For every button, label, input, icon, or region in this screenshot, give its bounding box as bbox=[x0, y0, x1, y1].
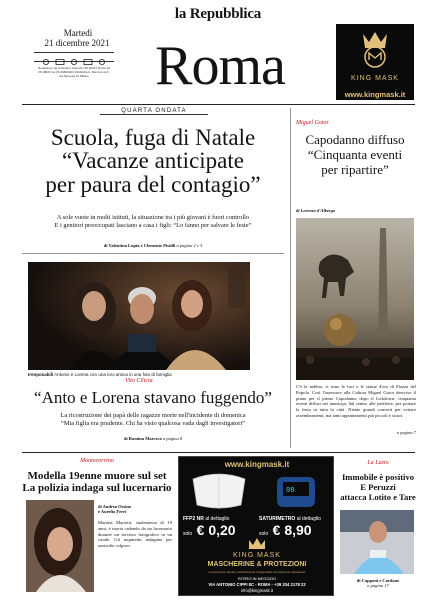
model-headline-line-2: La polizia indaga sul lucernario bbox=[22, 482, 172, 494]
bottom-crown-icon bbox=[247, 537, 267, 551]
imprint-text: Redazione via Cristoforo Colombo 90 00147 Roma tel 06 49821 fax 06 49822923 Pubblicità A. Manzoni & C. via Nervesa 21 Milano bbox=[38, 66, 110, 78]
lead-standfirst bbox=[22, 214, 284, 230]
lazio-headline-line-1: Immobile è positivo bbox=[341, 472, 415, 482]
crash-caption-text: Antonio e Lorena con una loro amica in una foto di famiglia bbox=[54, 372, 172, 377]
lead-standfirst-line-2: E i genitori preoccupati lasciano a casa i figli: “Lo fanno per salvare le feste” bbox=[54, 222, 252, 229]
day-label: Martedì bbox=[63, 28, 93, 38]
ffp2-note: al dettaglio bbox=[205, 516, 230, 522]
top-ad-url[interactable]: www.kingmask.it bbox=[344, 90, 406, 99]
newspaper-name: la Repubblica bbox=[174, 6, 262, 22]
model-photo-image bbox=[26, 500, 94, 592]
model-byline-line-1: di Andrea Ossino bbox=[98, 504, 132, 509]
oximeter-note: al dettaglio bbox=[296, 516, 321, 522]
model-headline-line-1: Modella 19enne muore sul set bbox=[27, 470, 167, 482]
lazio-photo bbox=[340, 510, 414, 574]
model-photo bbox=[26, 500, 94, 592]
date-label: 21 dicembre 2021 bbox=[44, 38, 110, 48]
crash-photo bbox=[28, 262, 250, 370]
bottom-ad-url[interactable]: www.kingmask.it bbox=[224, 460, 290, 469]
crash-standfirst-line-1: La ricostruzione dei papà delle ragazze morte nell'incidente di domenica bbox=[60, 412, 246, 419]
ffp2-label: FFP2 NR bbox=[183, 516, 204, 522]
bottom-band-rule bbox=[22, 452, 415, 453]
model-headline bbox=[22, 470, 172, 494]
lead-headline bbox=[22, 126, 284, 196]
lead-standfirst-line-1: A sole vuote in molti istituti, la situazione tra i più giovani è fuori controllo bbox=[56, 214, 250, 221]
crown-logo-icon bbox=[336, 24, 414, 70]
top-ad-brand: KING MASK bbox=[351, 75, 399, 82]
lazio-byline-authors: di Capponi e Cardone bbox=[356, 578, 400, 583]
crash-photo-image bbox=[28, 262, 250, 370]
piazza-photo bbox=[296, 218, 414, 380]
ffp2-product[interactable] bbox=[183, 471, 255, 537]
bottom-ad-tagline: MASCHERINE & PROTEZIONI bbox=[207, 561, 307, 568]
lead-divider bbox=[22, 253, 284, 254]
crash-caption-label: Ireoposabili bbox=[28, 372, 54, 377]
lazio-byline-page: a pagina 17 bbox=[367, 583, 389, 588]
svg-text:98: 98 bbox=[286, 487, 295, 495]
oximeter-product[interactable] bbox=[259, 471, 331, 537]
right-body-text: C'è la nebbia, ci sono le luci e le statue d'oro di Piazza del Popolo. Così l'assessore alla Cultura Miguel Gotor descrive il piano per il primo Capodanno dopo il lockdown: cinquanta eventi diffusi nei municipi, dal centro alle periferie, per portare la festa in tutta la città. Niente grandi concerti per evitare assembramenti, ma tanti appuntamenti più piccoli e sicuri. bbox=[296, 384, 416, 418]
bottom-ad-email[interactable]: info@kingmask.it bbox=[241, 588, 273, 593]
lead-headline-line-2: “Vacanze anticipate bbox=[62, 148, 244, 174]
ffp2-price-prefix: solo bbox=[183, 531, 193, 537]
oximeter-price-prefix: solo bbox=[259, 531, 269, 537]
model-byline-line-2: e Aurelio Ferri bbox=[98, 509, 127, 514]
crash-standfirst-line-2: “Mia figlia era prudente. Chi ha visto qualcosa vada dagli investigatori” bbox=[60, 420, 246, 427]
right-page-ref: a pagina 7 bbox=[396, 430, 416, 435]
right-headline-line-3: per ripartire” bbox=[321, 162, 389, 177]
crash-standfirst bbox=[22, 412, 284, 428]
lazio-headline-line-3: attacca Lotito e Tare bbox=[340, 492, 416, 502]
right-headline-line-2: “Cinquanta eventi bbox=[307, 147, 403, 162]
lazio-kicker: La Lazio bbox=[367, 460, 389, 466]
right-body bbox=[296, 384, 416, 419]
crash-byline-page: a pagina 8 bbox=[162, 436, 183, 441]
lazio-photo-image bbox=[340, 510, 414, 574]
piazza-photo-image bbox=[296, 218, 414, 380]
masthead-rule bbox=[22, 104, 415, 105]
publisher-logos bbox=[34, 52, 114, 62]
crash-kicker: Vito Cilicia bbox=[125, 378, 153, 384]
model-kicker: Montecorvino bbox=[80, 458, 114, 464]
crash-byline bbox=[22, 436, 284, 441]
bottom-ad-small-note: Importazione diretta e distribuzione di dispositivi di protezione individuale bbox=[208, 570, 306, 574]
publisher-logo-icon bbox=[34, 58, 114, 66]
right-byline: di Lorenzo d'Albergo bbox=[296, 208, 336, 213]
lead-headline-line-3: per paura del contagio” bbox=[45, 171, 261, 197]
right-headline bbox=[294, 132, 416, 177]
bottom-ad-shop-note: RITIRO IN NEGOZIO bbox=[237, 576, 277, 581]
ffp2-mask-icon bbox=[183, 471, 255, 511]
column-rule bbox=[290, 108, 291, 448]
model-body bbox=[98, 520, 172, 592]
oximeter-price: € 8,90 bbox=[272, 522, 312, 538]
bottom-ad-address: VIA ANTONIO CIPPI 8C - ROMA - +39 334 2178 22 bbox=[208, 582, 306, 587]
crash-headline: “Anto e Lorena stavano fuggendo” bbox=[34, 388, 272, 407]
oximeter-label: SATURIMETRO bbox=[259, 516, 296, 522]
bottom-kingmask-ad[interactable] bbox=[178, 456, 334, 596]
lead-byline-page: a pagina 2 e 3 bbox=[176, 243, 203, 248]
lazio-headline-line-2: E Peruzzi bbox=[360, 482, 396, 492]
model-body-text: Martina Mariotti, studentessa di 19 anni, è morta cadendo da un lucernario durante un servizio fotografico in un casale. Gli inquirenti indagano per omicidio colposo. bbox=[98, 520, 172, 549]
top-kingmask-ad[interactable] bbox=[336, 24, 414, 100]
right-headline-line-1: Capodanno diffuso bbox=[305, 132, 405, 147]
model-byline bbox=[98, 504, 170, 514]
crash-byline-authors: di Romina Marceca bbox=[123, 436, 162, 441]
right-kicker: Miguel Gotor bbox=[296, 120, 329, 126]
ffp2-price: € 0,20 bbox=[196, 522, 236, 538]
lazio-headline bbox=[338, 472, 418, 502]
bottom-ad-brand: KING MASK bbox=[233, 552, 281, 559]
lead-headline-line-1: Scuola, fuga di Natale bbox=[50, 125, 256, 150]
lead-byline-authors: di Valentina Lupia e Clemente Pistilli bbox=[103, 243, 176, 248]
lazio-byline bbox=[340, 578, 416, 588]
lead-byline bbox=[22, 243, 284, 248]
lead-section-label: QUARTA ONDATA bbox=[100, 108, 208, 115]
city-title: Roma bbox=[155, 35, 285, 97]
oximeter-icon bbox=[259, 471, 331, 511]
